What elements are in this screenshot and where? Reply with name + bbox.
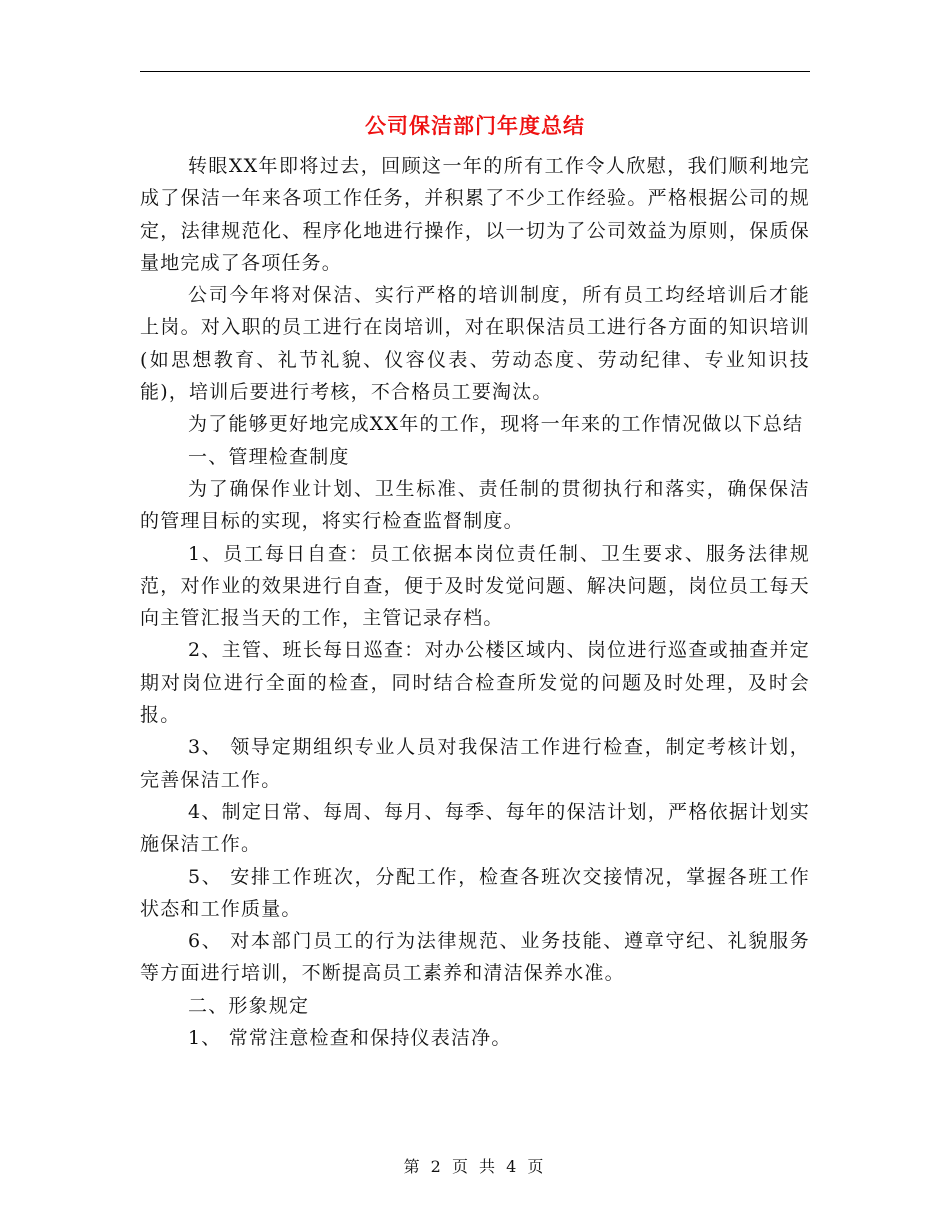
section-heading-inspection: 一、管理检查制度 — [188, 445, 350, 468]
section-heading-image: 二、形象规定 — [188, 994, 310, 1017]
paragraph-inspection-intro: 为了确保作业计划、卫生标准、责任制的贯彻执行和落实，确保保洁的管理目标的实现，将实行检查监督制度。 — [140, 477, 810, 533]
paragraph-training: 公司今年将对保洁、实行严格的培训制度，所有员工均经培训后才能上岗。对入职的员工进行在岗培训，对在职保洁员工进行各方面的知识培训(如思想教育、礼节礼貌、仪容仪表、劳动态度、劳动纪律、专业知识技能)，培训后要进行考核，不合格员工要淘汰。 — [140, 284, 810, 404]
document-body — [140, 150, 810, 1054]
document-title: 公司保洁部门年度总结 — [365, 114, 585, 138]
list-item-6: 6、 对本部门员工的行为法律规范、业务技能、遵章守纪、礼貌服务等方面进行培训，不断提高员工素养和清洁保养水准。 — [140, 930, 810, 985]
list-item-1: 1、员工每日自查：员工依据本岗位责任制、卫生要求、服务法律规范，对作业的效果进行自查，便于及时发觉问题、解决问题，岗位员工每天向主管汇报当天的工作，主管记录存档。 — [140, 542, 810, 630]
paragraph-intro: 转眼XX年即将过去，回顾这一年的所有工作令人欣慰，我们顺利地完成了保洁一年来各项工作任务，并积累了不少工作经验。严格根据公司的规定，法律规范化、程序化地进行操作，以一切为了公司效益为原则，保质保量地完成了各项任务。 — [140, 155, 810, 274]
list-item-4: 4、制定日常、每周、每月、每季、每年的保洁计划，严格依据计划实施保洁工作。 — [140, 800, 810, 856]
page-number-footer: 第 2 页 共 4 页 — [403, 1157, 547, 1176]
list-item-2: 2、主管、班长每日巡查：对办公楼区域内、岗位进行巡查或抽查并定期对岗位进行全面的检查，同时结合检查所发觉的问题及时处理，及时会报。 — [140, 639, 810, 727]
paragraph-summary-lead: 为了能够更好地完成XX年的工作，现将一年来的工作情况做以下总结 — [188, 413, 804, 436]
list-item-image-1: 1、 常常注意检查和保持仪表洁净。 — [188, 1027, 512, 1050]
list-item-5: 5、 安排工作班次，分配工作，检查各班次交接情况，掌握各班工作状态和工作质量。 — [140, 865, 810, 920]
header-rule — [140, 71, 810, 72]
list-item-3: 3、 领导定期组织专业人员对我保洁工作进行检查，制定考核计划，完善保洁工作。 — [140, 736, 810, 791]
